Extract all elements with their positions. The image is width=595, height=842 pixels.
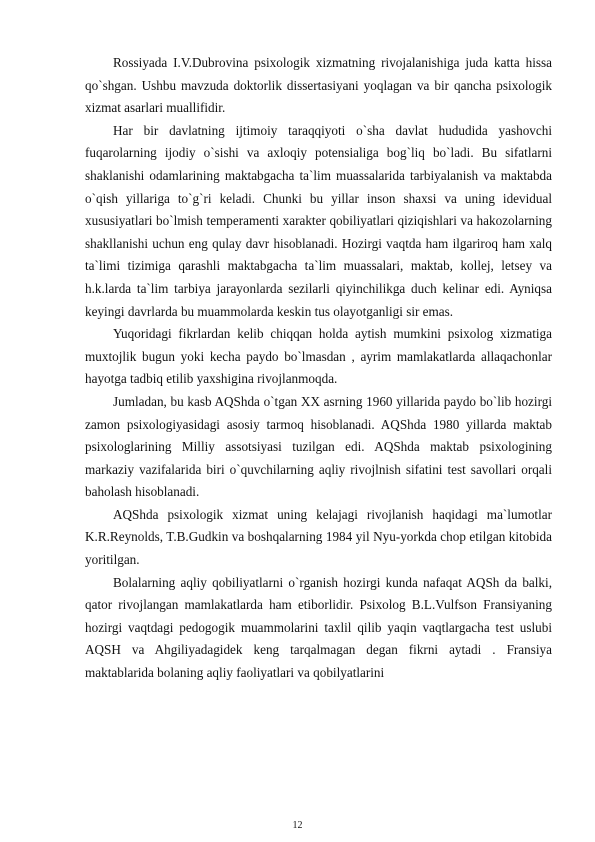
paragraph-france-vulfson: Bolalarning aqliy qobiliyatlarni o`rganish hozirgi kunda nafaqat AQSh da balki, qator rivojlangan mamlakatlarda ham etiborlidir. Psixolog B.L.Vulfson Fransiyaning hozirgi vaqtdagi pedogogik muammolarini taxlil qilib yaqin vaqtlargacha test uslubi AQSH va Ahgiliyadagidek keng tarqalmagan degan fikrni aytadi . Fransiya maktablarida bolaning aqliy faoliyatlari va qobilyatlarini <box>85 574 552 681</box>
paragraph-dubrovina: Rossiyada I.V.Dubrovina psixologik xizmatning rivojalanishiga juda katta hissa qo`shgan. Ushbu mavzuda doktorlik dissertasiyani yoqlagan va bir qancha psixologik xizmat asarlari muallifidir. <box>85 55 552 116</box>
page-number: 12 <box>292 820 303 831</box>
paragraph-social-progress: Har bir davlatning ijtimoiy taraqqiyoti o`sha davlat hududida yashovchi fuqarolarning ijodiy o`sishi va axloqiy potensialiga bog`liq bo`ladi. Bu sifatlarni shaklanishi odamlarining maktabgacha ta`lim muassalarida tarbiyalanish va maktabda o`qish yillariga to`g`ri keladi. Chunki bu yillar inson shaxsi va uning idevidual xususiyatlari bo`lmish temperamenti xarakter qobiliyatlari qiziqishlari va hakozolarning shakllanishi uchun eng qulay davr hisoblanadi. Hozirgi vaqtda ham ilgariroq ham xalq ta`limi tizimiga qarashli maktabgacha ta`lim muassalari, maktab, kollej, letsey va h.k.larda ta`lim tarbiya jarayonlarda sezilarli qiyinchilikga duch kelinar edi. Ayniqsa keyingi davrlarda bu muammolarda keskin tus olayotganligi sir emas. <box>85 122 552 319</box>
paragraph-reynolds-gudkin: AQShda psixologik xizmat uning kelajagi rivojlanish haqidagi ma`lumotlar K.R.Reynolds, T.B.Gudkin va boshqalarning 1984 yil Nyu-yorkda chop etilgan kitobida yoritilgan. <box>85 506 552 568</box>
paragraph-need-for-psychologist: Yuqoridagi fikrlardan kelib chiqqan holda aytish mumkini psixolog xizmatiga muxtojlik bugun yoki kecha paydo bo`lmasdan , ayrim mamlakatlarda allaqachonlar hayotga tadbiq etilib yaxshigina rivojlanmoqda. <box>85 326 552 387</box>
paragraph-usa-history: Jumladan, bu kasb AQShda o`tgan XX asrning 1960 yillarida paydo bo`lib hozirgi zamon psixologiyasidagi asosiy tarmoq hisoblanadi. AQShda 1980 yillarda maktab psixologlarining Milliy assotsiyasi tuzilgan edi. AQShda maktab psixologining markaziy vazifalarida biri o`quvchilarning aqliy rivojlnish sifatini test savollari orqali baholash hisoblanadi. <box>85 393 552 500</box>
page-body <box>85 52 552 685</box>
